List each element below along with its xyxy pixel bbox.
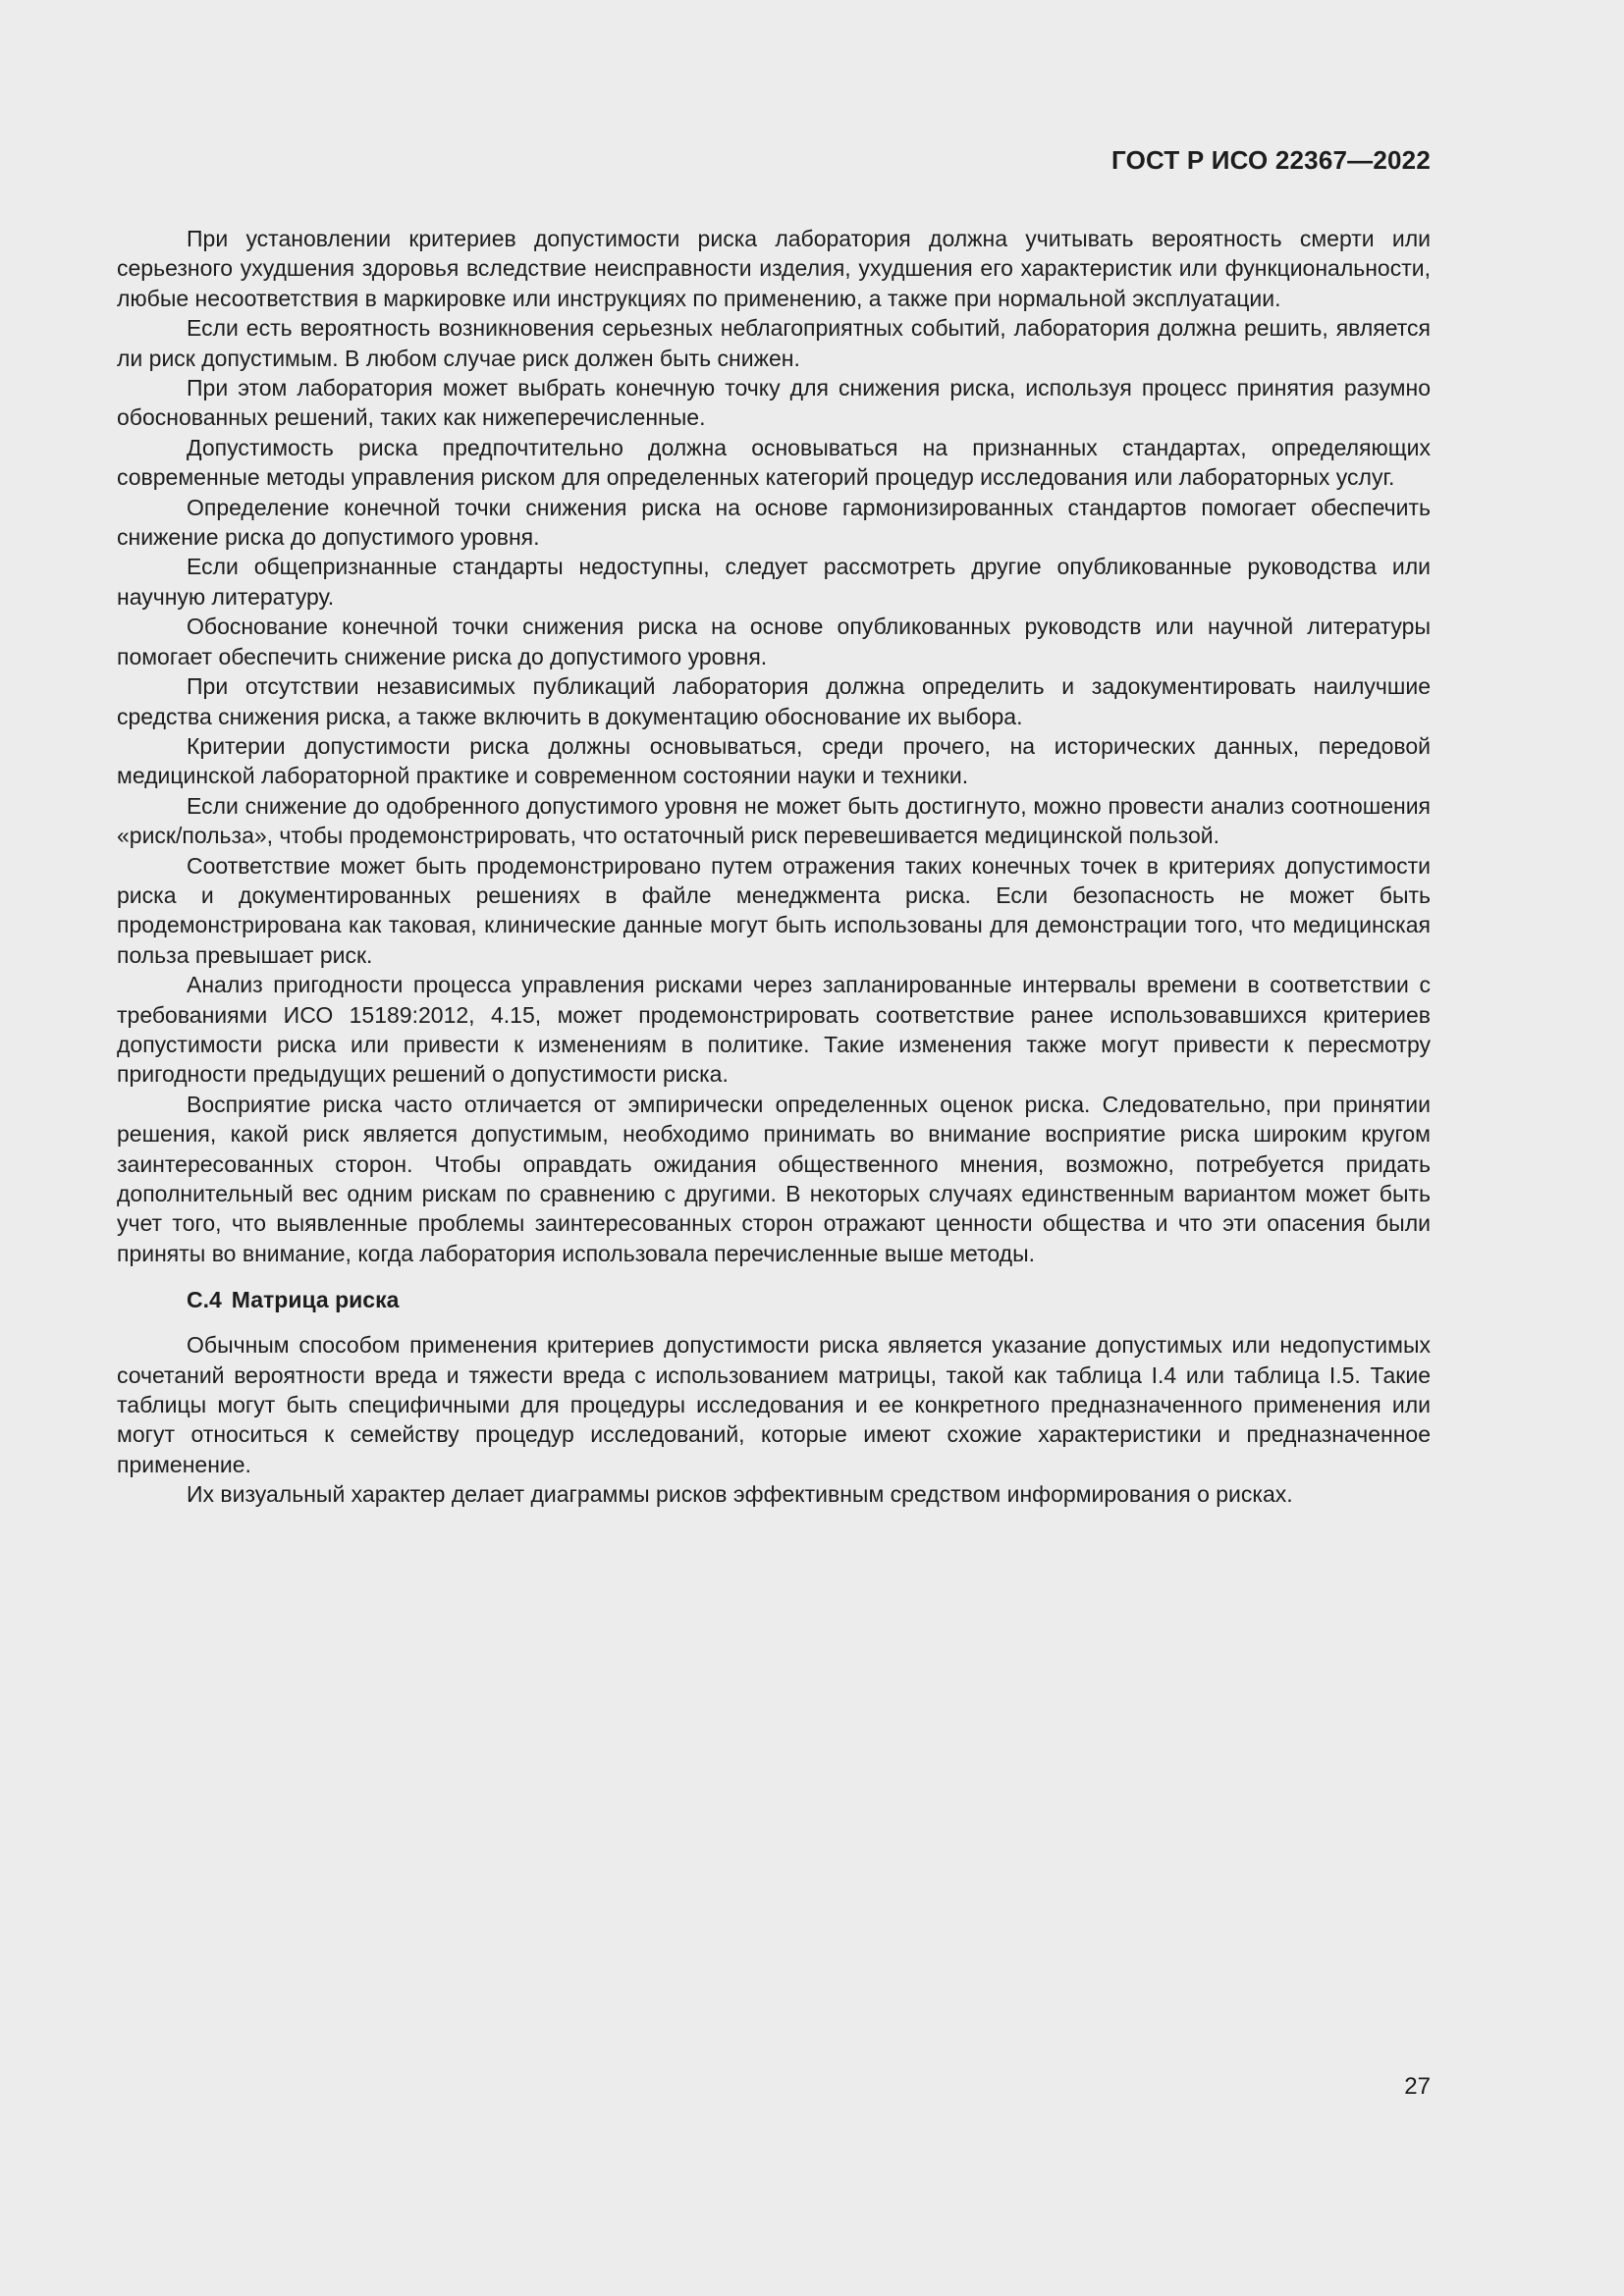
paragraph: При установлении критериев допустимости риска лаборатория должна учитывать вероятность смерти или серьезного ухудшения здоровья вследствие неисправности изделия, ухудшения его характеристик или функциональности, любые несоответствия в маркировке или инструкциях по применению, а также при нормальной эксплуатации. xyxy=(117,226,1431,311)
paragraph: Соответствие может быть продемонстрировано путем отражения таких конечных точек в критериях допустимости риска и документированных решениях в файле менеджмента риска. Если безопасность не может быть продемонстрирована как таковая, клинические данные могут быть использованы для демонстрации того, что медицинская польза превышает риск. xyxy=(117,852,1431,968)
paragraph: При отсутствии независимых публикаций лаборатория должна определить и задокументировать наилучшие средства снижения риска, а также включить в документацию обоснование их выбора. xyxy=(117,673,1431,729)
paragraph: Обычным способом применения критериев допустимости риска является указание допустимых или недопустимых сочетаний вероятности вреда и тяжести вреда с использованием матрицы, такой как таблица I.4 или таблица I.5. Такие таблицы могут быть специфичными для процедуры исследования и ее конкретного предназначенного применения или могут относиться к семейству процедур исследований, которые имеют схожие характеристики и предназначенное применение. xyxy=(117,1332,1431,1477)
paragraph: Их визуальный характер делает диаграммы рисков эффективным средством информирования о рисках. xyxy=(187,1481,1293,1508)
standard-code-header: ГОСТ Р ИСО 22367—2022 xyxy=(1110,145,1431,175)
section-title: Матрица риска xyxy=(231,1287,400,1313)
section-number: С.4 xyxy=(187,1287,222,1313)
paragraph: При этом лаборатория может выбрать конечную точку для снижения риска, используя процесс принятия разумно обоснованных решений, таких как нижеперечисленные. xyxy=(117,375,1431,431)
document-page xyxy=(117,0,1431,2296)
paragraph: Анализ пригодности процесса управления рисками через запланированные интервалы времени в соответствии с требованиями ИСО 15189:2012, 4.15, может продемонстрировать соответствие ранее использовавшихся критериев допустимости риска или привести к изменениям в политике. Такие изменения также могут привести к пересмотру пригодности предыдущих решений о допустимости риска. xyxy=(117,972,1431,1088)
paragraph: Если снижение до одобренного допустимого уровня не может быть достигнуто, можно провести анализ соотношения «риск/польза», чтобы продемонстрировать, что остаточный риск перевешивается медицинской пользой. xyxy=(117,792,1431,849)
paragraph: Обоснование конечной точки снижения риска на основе опубликованных руководств или научной литературы помогает обеспечить снижение риска до допустимого уровня. xyxy=(117,614,1431,669)
paragraph: Определение конечной точки снижения риска на основе гармонизированных стандартов помогает обеспечить снижение риска до допустимого уровня. xyxy=(117,494,1431,551)
paragraph: Допустимость риска предпочтительно должна основываться на признанных стандартах, определяющих современные методы управления риском для определенных категорий процедур исследования или лабораторных услуг. xyxy=(117,434,1431,491)
document-body xyxy=(117,224,1431,1510)
paragraph: Критерии допустимости риска должны основываться, среди прочего, на исторических данных, передовой медицинской лабораторной практике и современном состоянии науки и техники. xyxy=(117,732,1431,789)
page-number: 27 xyxy=(1404,2073,1431,2100)
paragraph: Если есть вероятность возникновения серьезных неблагоприятных событий, лаборатория должна решить, является ли риск допустимым. В любом случае риск должен быть снижен. xyxy=(117,315,1431,371)
paragraph: Если общепризнанные стандарты недоступны, следует рассмотреть другие опубликованные руководства или научную литературу. xyxy=(117,554,1431,610)
paragraph: Восприятие риска часто отличается от эмпирически определенных оценок риска. Следовательно, при принятии решения, какой риск является допустимым, необходимо принимать во внимание восприятие риска широким кругом заинтересованных сторон. Чтобы оправдать ожидания общественного мнения, возможно, потребуется придать дополнительный вес одним рискам по сравнению с другими. В некоторых случаях единственным вариантом может быть учет того, что выявленные проблемы заинтересованных сторон отражают ценности общества и что эти опасения были приняты во внимание, когда лаборатория использовала перечисленные выше методы. xyxy=(117,1091,1431,1266)
section-heading xyxy=(117,1285,1431,1314)
